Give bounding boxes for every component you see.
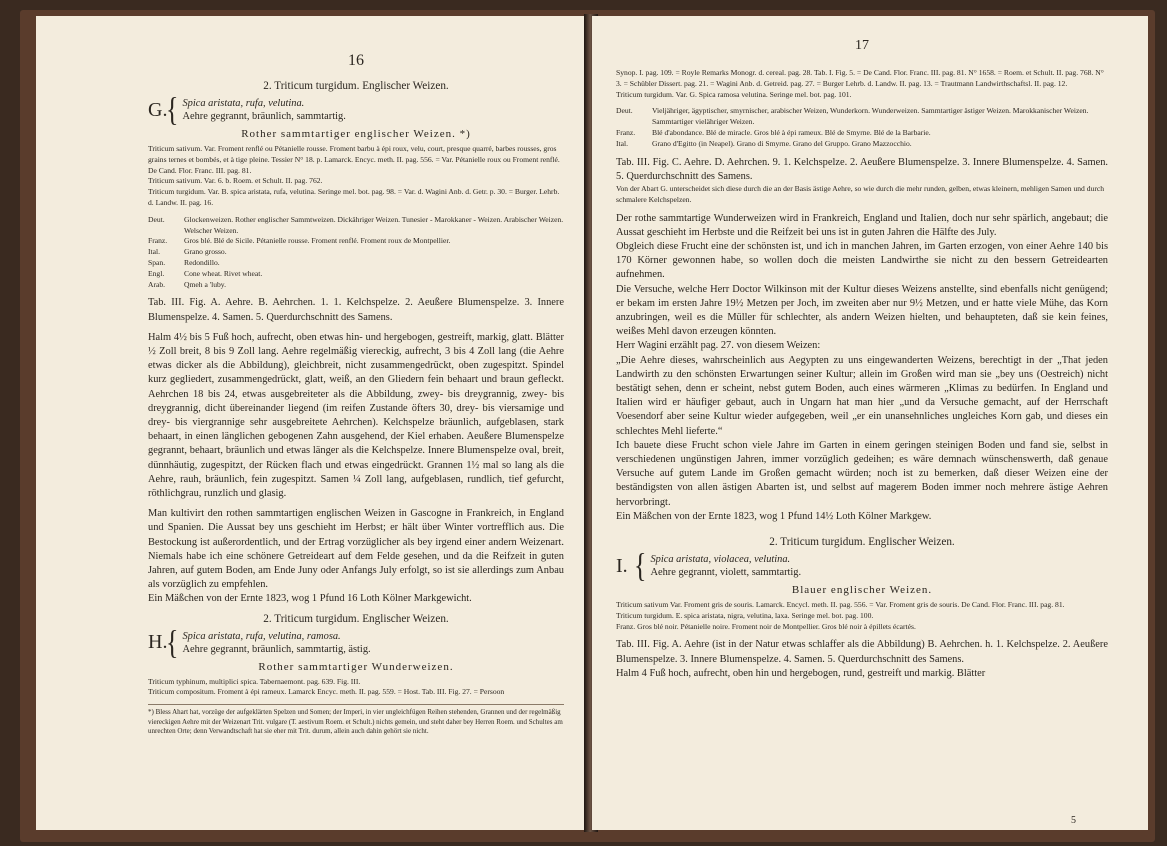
diagnosis-latin: Spica aristata, rufa, velutina, ramosa. [182, 630, 341, 642]
cultivation-paragraph: Man kultivirt den rothen sammtartigen englischen Weizen in Gascogne in Frankreich, in England und Spanien. Die Aussat bey uns geschieht im Herbst; er hält über Winter vortrefflich aus. Die Bestockung ist außerordentlich, und der Ertrag vorzüglicher als bey irgend einer andern Weizenart. Niemals habe ich eine schönere Getreideart auf dem Felde gesehen, und da die Reifzeit in guten Jahren, auf gutem Boden, am Ende Juny oder Anfangs July erfolgt, so ist sie allerdings zum Anbau als vorzüglich zu empfehlen. [148, 508, 564, 591]
brace-glyph: { [166, 623, 179, 661]
variety-title: Rother sammtartiger englischer Weizen. *) [241, 128, 471, 140]
vernacular-names: Grano d'Egitto (in Neapel). Grano di Smyrne. Grano del Gruppo. Grano Mazzocchio. [652, 138, 912, 148]
diagnosis-german: Aehre gegrannt, bräunlich, sammtartig. [182, 111, 346, 122]
quotation: „Die Aehre dieses, wahrscheinlich aus Aegypten zu uns eingewanderten Weizens, berechtigt in der „That jeden Landwirth zu den schönsten Erwartungen seiner Kultur; allein im Großen wird man sie „bey uns (Oestreich) nicht bestätigt sehen, denn er scheint, nebst gutem Boden, auch eines wärmeren „Klimas zu bedürfen. In England und Italien wird er häufiger gebaut, auch in Ungarn hat man hier „und da Versuche gemacht, auf der Herrschaft Voesendorf aber seine Kultur wieder aufgegeben, weil „er ein unansehnliches ungleiches Korn gab, und dieses ein schlechtes Mehl lieferte.“ [616, 354, 1108, 437]
variety-diagnosis [148, 90, 564, 129]
variety-title: Blauer englischer Weizen. [791, 584, 933, 597]
language-label: Franz. [616, 127, 636, 137]
variety-letter: H. [148, 631, 168, 654]
variety-diagnosis [616, 546, 1108, 585]
page-number-right: 17 [855, 38, 869, 53]
language-label: Franz. [148, 236, 168, 246]
vernacular-names: Qmeh a 'luby. [184, 279, 226, 289]
diagnosis-latin: Spica aristata, rufa, velutina. [182, 98, 305, 109]
diagnosis-german: Aehre gegrannt, violett, sammtartig. [650, 567, 802, 579]
variety-title: Rother sammtartiger Wunderweizen. [258, 660, 454, 673]
section-heading: 2. Triticum turgidum. Englischer Weizen. [263, 612, 449, 625]
vernacular-names: Gros blé. Blé de Sicile. Pétanielle rousse. Froment renflé. Froment roux de Montpellier. [184, 236, 451, 246]
vernacular-names: Cone wheat. Rivet wheat. [184, 268, 263, 278]
language-label: Span. [148, 257, 166, 267]
vernacular-names-list [148, 215, 564, 291]
synonym-paragraph: Triticum turgidum. Var. G. Spica ramosa velutina. Seringe mel. bot. pag. 101. [616, 89, 852, 99]
vernacular-names: Grano grosso. [184, 247, 227, 257]
language-label: Deut. [616, 106, 633, 116]
vernacular-names: Vieljähriger, ägyptischer, smyrnischer, arabischer Weizen, Wunderkorn. Wunderweizen. Sammtartiger ästiger Weizen. Marokkanischer Weizen. Sammtartiger vielähriger Weizen. [652, 106, 1089, 127]
vernacular-names: Redondillo. [184, 257, 220, 267]
left-page [36, 16, 588, 830]
vernacular-names-list [616, 106, 1108, 149]
vernacular-names: Glockenweizen. Rother englischer Sammtweizen. Dickähriger Weizen. Tunesier - Marokkaner - Weizen. Arabischer Weizen. Welscher Weizen. [184, 214, 564, 235]
body-paragraph: Ich bauete diese Frucht schon viele Jahre im Garten in einem geringen steinigen Boden und fand sie, selbst in verschiedenen ungünstigen Jahren, immer vorzüglich gedeihen; es wäre demnach wünschenswerth, daß genaue Versuche auf gutem Lande im Großen gemacht würden; noch ist zu bemerken, daß dieser Weizen eine der beständigsten von allen ästigen Abarten ist, und selbst auf magerem Boden immer noch mehrere ästige Aehren hervorbringt. [616, 439, 1108, 508]
footnote: *) Bless Ahart hat, vorzüge der aufgeklärten Spelzen und Somen; der Imperi, in vier ungleichfügen Reihen stehenden, Grannen und der regelmäßig viereckigen Aehre mit der Weizenart Trit. vulgare (T. aestivum Roem. et Schult.) nichts gemein, und steht daher bey Herren Roem. und Schultes am unrechten Orte; denn Verwandtschaft hat sie eher mit Trit. durum, allein auch dahin gehört sie nicht. [148, 704, 564, 736]
description-paragraph: Halm 4 Fuß hoch, aufrecht, oben hin und hergebogen, rund, gestreift und markig. Blätter [616, 667, 986, 679]
body-paragraph: Die Versuche, welche Herr Doctor Wilkinson mit der Kultur dieses Weizens anstellte, sind ebenfalls nicht genügend; er bekam im ersten Jahre 19½ Metzen per Joch, im zweiten aber nur 9½ Metzen, und er hatte viele Mühe, das Korn anzubringen, weil es die Müller für schlechter, als andern Weizen hielten, und behaupteten, daß sie kein feines, weißes Mehl davon erzeugen könnten. [616, 283, 1108, 338]
diagnosis-german: Aehre gegrannt, bräunlich, sammtartig, ästig. [182, 643, 371, 655]
body-paragraph: Obgleich diese Frucht eine der schönsten ist, und ich in manchen Jahren, im Garten erzogen, von einer Aehre 140 bis 170 Körner gewonnen habe, so wollen doch die meisten Landwirthe sie nicht zu den bessern Getreidearten aufnehmen. [616, 240, 1108, 281]
language-label: Arab. [148, 279, 166, 289]
diagnosis-latin: Spica aristata, violacea, velutina. [650, 554, 791, 566]
weight-note: Ein Mäßchen von der Ernte 1823, wog 1 Pfund 14½ Loth Kölner Markgew. [616, 510, 932, 522]
variety-letter: G. [148, 98, 168, 121]
description-paragraph: Halm 4½ bis 5 Fuß hoch, aufrecht, oben etwas hin- und hergebogen, gestreift, markig, glatt. Blätter ½ Zoll breit, 8 bis 9 Zoll lang. Aehre regelmäßig viereckig, aufrecht, 3 bis 4 Zoll lang (die Aehre etwas dicker als die Abbildung), gleichbreit, nicht zusammengedrückt, oben zugespitzt. Spindel kurz gegliedert, zusammengedrückt, glatt, weiß, an den Gliedern fein behaart und braun gefleckt. Aehrchen 18 bis 24, etwas ausgebreiteter als die Abbildung, zwey- bis dreygrannig, zwey- bis dreygrannig, dicht übereinander liegend (im reifen Zustande öfters 30, drey- bis viersamige und drey- bis viergrannige sehr ausgebreitete Aehrchen). Kelchspelze bräunlich, aufgeblasen, stark behaart, in einen länglichen gebogenen Zahn ausgehend, der Kiel erhaben. Aeußere Blumenspelze gegrannt, behaart, bräunlich und etwas länger als die Kelchspelze. Innere Blumenspelze oval, breit, dünnhäutig, zugespitzt, der Rücken flach und etwas eingedrückt. Grannen 1½ mal so lang als die Aehre, rauh, bräunlich, fein zugespitzt. Samen ¼ Zoll lang, aufgeblasen, rundlich, tief gefurcht, röthlichgrau, runzlich und glasig. [148, 331, 564, 499]
cultivation-paragraph: Der rothe sammtartige Wunderweizen wird in Frankreich, England und Italien, doch nur sehr spärlich, angebaut; die Aussat geschieht im Herbste und die Reifzeit bei uns ist in guten Jahren die Hälfte des July. [616, 212, 1108, 238]
synonym-paragraph: Triticum sativum. Var. Froment renflé ou Pétanielle rousse. Froment barbu à épi roux, velu, court, presque quarré, barbes rousses, gros grains ternes et bombés, et à tige pleine. Tessier N° 18. p. Lamarck. Encyc. meth. II. pag. 556. = Var. Pétanielle roux ou Froment renflé. De Cand. Flor. Franc. III. pag. 81. [148, 144, 560, 175]
synonym-paragraph: Triticum typhinum, multiplici spica. Tabernaemont. pag. 639. Fig. III. [148, 676, 361, 686]
right-page [592, 16, 1148, 830]
brace-glyph: { [634, 546, 647, 585]
signature-mark: 5 [1071, 815, 1076, 826]
synonym-paragraph: Triticum sativum. Var. 6. b. Roem. et Schult. II. pag. 762. [148, 176, 323, 186]
distinction-note: Von der Abart G. unterscheidet sich diese durch die an der Basis ästige Aehre, so wie durch die mehr runden, gelben, etwas kleinern, mehligen Samen und durch schmalere Kelchspelzen. [616, 183, 1105, 204]
language-label: Engl. [148, 268, 165, 278]
plate-reference: Tab. III. Fig. A. Aehre. B. Aehrchen. 1. 1. Kelchspelze. 2. Aeußere Blumenspelze. 3. Innere Blumenspelze. 4. Samen. 5. Querdurchschnitt des Samens. [148, 297, 564, 323]
language-label: Deut. [148, 214, 165, 224]
synonym-paragraph: Triticum turgidum. E. spica aristata, nigra, velutina, laxa. Seringe mel. bot. pag. 100. [616, 610, 874, 620]
synonym-paragraph: Triticum sativum Var. Froment gris de souris. Lamarck. Encycl. meth. II. pag. 556. = Var. Froment gris de souris. De Cand. Flor. Franc. III. pag. 81. [616, 600, 1065, 610]
vernacular-names: Franz. Gros blé noir. Pétanielle noire. Froment noir de Montpellier. Gros blé noir à épillets écartés. [616, 621, 916, 631]
section-heading: 2. Triticum turgidum. Englischer Weizen. [263, 80, 449, 92]
synonym-paragraph: Synop. I. pag. 109. = Royle Remarks Monogr. d. cereal. pag. 28. Tab. I. Fig. 5. = De Cand. Flor. Franc. III. pag. 81. N° 1658. = Roem. et Schult. II. pag. 768. N° 3. = Schübler Dissert. pag. 21. = Wagini Anb. d. Getreid. pag. 27. = Burger Lehrb. d. Landw. II. pag. 13. = Trautmann Landwirthschaftsl. II. pag. 12. [616, 68, 1104, 88]
weight-note: Ein Mäßchen von der Ernte 1823, wog 1 Pfund 16 Loth Kölner Markgewicht. [148, 593, 472, 605]
synonym-paragraph: Triticum compositum. Froment à épi rameux. Lamarck Encyc. meth. II. pag. 559. = Host. Tab. III. Fig. 27. = Persoon [148, 687, 505, 697]
page-number-left: 16 [348, 52, 364, 69]
vernacular-names: Blé d'abondance. Blé de miracle. Gros blé à épi rameux. Blé de Smyrne. Blé de la Barbarie. [652, 127, 931, 137]
brace-glyph: { [166, 90, 179, 129]
section-heading: 2. Triticum turgidum. Englischer Weizen. [769, 536, 955, 549]
language-label: Ital. [148, 247, 161, 257]
variety-diagnosis [148, 623, 564, 661]
plate-reference: Tab. III. Fig. A. Aehre (ist in der Natur etwas schlaffer als die Abbildung) B. Aehrchen. h. 1. Kelchspelze. 2. Aeußere Blumenspelze. 3. Innere Blumenspelze. 4. Samen. 5. Querdurchschnitt des Samens. [616, 639, 1108, 665]
body-paragraph: Herr Wagini erzählt pag. 27. von diesem Weizen: [616, 340, 821, 352]
plate-reference: Tab. III. Fig. C. Aehre. D. Aehrchen. 9. 1. Kelchspelze. 2. Aeußere Blumenspelze. 3. Innere Blumenspelze. 4. Samen. 5. Querdurchschnitt des Samens. [616, 156, 1108, 182]
language-label: Ital. [616, 138, 629, 148]
synonym-paragraph: Triticum turgidum. Var. B. spica aristata, rufa, velutina. Seringe mel. bot. pag. 98. = Var. d. Wagini Anb. d. Getr. p. 30. = Burger. Lehrb. d. Landw. II. pag. 16. [148, 187, 560, 207]
variety-letter: I. [616, 554, 628, 577]
